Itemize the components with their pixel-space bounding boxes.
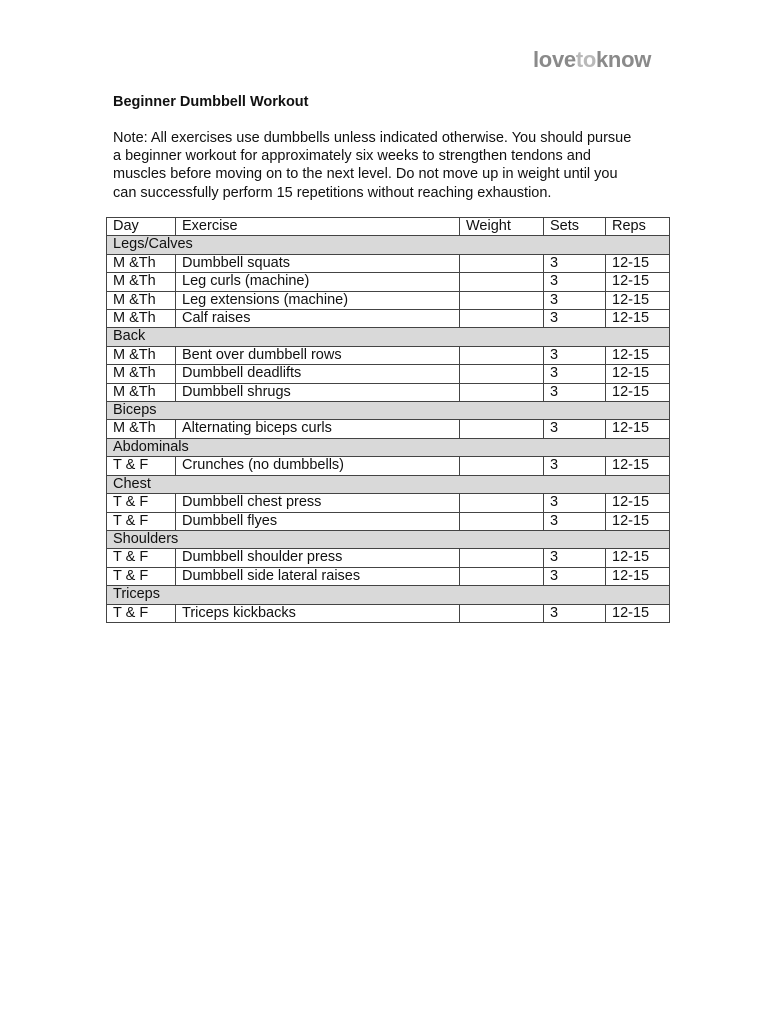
cell-reps: 12-15 xyxy=(606,310,670,328)
header-exercise: Exercise xyxy=(176,218,460,236)
cell-day: T & F xyxy=(107,457,176,475)
cell-exercise: Alternating biceps curls xyxy=(176,420,460,438)
cell-day: M &Th xyxy=(107,420,176,438)
table-row xyxy=(107,365,670,383)
cell-weight xyxy=(460,457,544,475)
note-line: can successfully perform 15 repetitions without reaching exhaustion. xyxy=(113,184,552,201)
muscle-group-row xyxy=(107,530,670,548)
cell-weight xyxy=(460,254,544,272)
cell-exercise: Dumbbell side lateral raises xyxy=(176,567,460,585)
cell-reps: 12-15 xyxy=(606,512,670,530)
table-row xyxy=(107,273,670,291)
cell-exercise: Dumbbell squats xyxy=(176,254,460,272)
muscle-group-label: Shoulders xyxy=(107,530,670,548)
cell-exercise: Dumbbell shoulder press xyxy=(176,549,460,567)
cell-weight xyxy=(460,512,544,530)
cell-reps: 12-15 xyxy=(606,457,670,475)
cell-day: M &Th xyxy=(107,365,176,383)
cell-day: T & F xyxy=(107,567,176,585)
table-row xyxy=(107,549,670,567)
cell-exercise: Dumbbell deadlifts xyxy=(176,365,460,383)
cell-reps: 12-15 xyxy=(606,273,670,291)
note-line: muscles before moving on to the next level. Do not move up in weight until you xyxy=(113,166,618,183)
muscle-group-row xyxy=(107,475,670,493)
cell-day: M &Th xyxy=(107,310,176,328)
cell-day: M &Th xyxy=(107,346,176,364)
cell-sets: 3 xyxy=(544,365,606,383)
cell-sets: 3 xyxy=(544,567,606,585)
cell-sets: 3 xyxy=(544,310,606,328)
cell-exercise: Calf raises xyxy=(176,310,460,328)
header-reps: Reps xyxy=(606,218,670,236)
logo-text-to: to xyxy=(575,47,596,72)
cell-weight xyxy=(460,494,544,512)
cell-day: M &Th xyxy=(107,383,176,401)
cell-weight xyxy=(460,383,544,401)
table-row xyxy=(107,494,670,512)
cell-day: T & F xyxy=(107,604,176,622)
cell-weight xyxy=(460,346,544,364)
muscle-group-row xyxy=(107,328,670,346)
cell-exercise: Bent over dumbbell rows xyxy=(176,346,460,364)
note-line: Note: All exercises use dumbbells unless indicated otherwise. You should pursue xyxy=(113,130,632,146)
table-row xyxy=(107,291,670,309)
cell-weight xyxy=(460,365,544,383)
workout-table xyxy=(106,217,670,623)
muscle-group-row xyxy=(107,236,670,254)
cell-sets: 3 xyxy=(544,291,606,309)
table-header-row xyxy=(107,218,670,236)
muscle-group-label: Triceps xyxy=(107,586,670,604)
logo-text-know: know xyxy=(596,47,652,72)
header-sets: Sets xyxy=(544,218,606,236)
logo-text-love: love xyxy=(533,47,576,72)
cell-reps: 12-15 xyxy=(606,346,670,364)
note-paragraph xyxy=(113,129,673,202)
table-row xyxy=(107,567,670,585)
cell-day: T & F xyxy=(107,512,176,530)
cell-reps: 12-15 xyxy=(606,383,670,401)
cell-weight xyxy=(460,567,544,585)
muscle-group-label: Abdominals xyxy=(107,438,670,456)
muscle-group-row xyxy=(107,586,670,604)
cell-weight xyxy=(460,549,544,567)
header-weight: Weight xyxy=(460,218,544,236)
cell-exercise: Leg extensions (machine) xyxy=(176,291,460,309)
table-row xyxy=(107,420,670,438)
cell-sets: 3 xyxy=(544,420,606,438)
cell-sets: 3 xyxy=(544,494,606,512)
cell-weight xyxy=(460,291,544,309)
cell-exercise: Dumbbell shrugs xyxy=(176,383,460,401)
cell-weight xyxy=(460,310,544,328)
muscle-group-row xyxy=(107,438,670,456)
cell-sets: 3 xyxy=(544,457,606,475)
cell-sets: 3 xyxy=(544,604,606,622)
cell-sets: 3 xyxy=(544,254,606,272)
cell-day: T & F xyxy=(107,494,176,512)
cell-reps: 12-15 xyxy=(606,291,670,309)
table-row xyxy=(107,512,670,530)
cell-reps: 12-15 xyxy=(606,420,670,438)
lovetoknow-logo xyxy=(533,46,651,74)
muscle-group-row xyxy=(107,402,670,420)
cell-exercise: Dumbbell flyes xyxy=(176,512,460,530)
cell-reps: 12-15 xyxy=(606,365,670,383)
table-row xyxy=(107,383,670,401)
cell-weight xyxy=(460,604,544,622)
cell-sets: 3 xyxy=(544,346,606,364)
cell-weight xyxy=(460,420,544,438)
muscle-group-label: Back xyxy=(107,328,670,346)
header-day: Day xyxy=(107,218,176,236)
muscle-group-label: Chest xyxy=(107,475,670,493)
cell-weight xyxy=(460,273,544,291)
table-row xyxy=(107,310,670,328)
note-line: a beginner workout for approximately six weeks to strengthen tendons and xyxy=(113,148,591,165)
cell-exercise: Dumbbell chest press xyxy=(176,494,460,512)
cell-reps: 12-15 xyxy=(606,604,670,622)
cell-day: M &Th xyxy=(107,254,176,272)
cell-reps: 12-15 xyxy=(606,549,670,567)
muscle-group-label: Biceps xyxy=(107,402,670,420)
cell-sets: 3 xyxy=(544,512,606,530)
table-row xyxy=(107,604,670,622)
cell-sets: 3 xyxy=(544,383,606,401)
muscle-group-label: Legs/Calves xyxy=(107,236,670,254)
cell-reps: 12-15 xyxy=(606,567,670,585)
table-row xyxy=(107,457,670,475)
cell-sets: 3 xyxy=(544,273,606,291)
cell-day: M &Th xyxy=(107,291,176,309)
cell-sets: 3 xyxy=(544,549,606,567)
cell-exercise: Leg curls (machine) xyxy=(176,273,460,291)
table-row xyxy=(107,346,670,364)
cell-day: M &Th xyxy=(107,273,176,291)
document-title: Beginner Dumbbell Workout xyxy=(113,94,309,110)
cell-day: T & F xyxy=(107,549,176,567)
cell-exercise: Crunches (no dumbbells) xyxy=(176,457,460,475)
table-row xyxy=(107,254,670,272)
cell-reps: 12-15 xyxy=(606,254,670,272)
cell-reps: 12-15 xyxy=(606,494,670,512)
cell-exercise: Triceps kickbacks xyxy=(176,604,460,622)
